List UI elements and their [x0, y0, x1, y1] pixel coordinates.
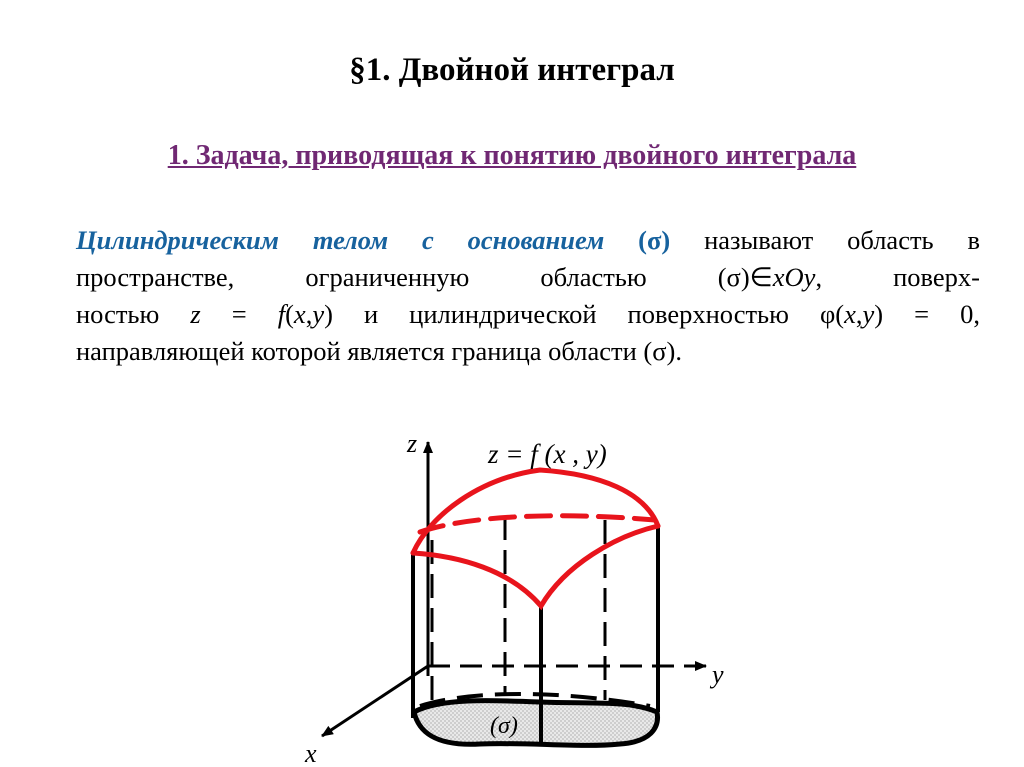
plane-symbol: xOy	[772, 262, 816, 292]
definition-text: пространстве, ограниченную областью (σ)∈	[76, 262, 773, 292]
defined-term: Цилиндрическим телом с основанием	[76, 225, 639, 255]
definition-text: , поверх-	[815, 262, 980, 292]
base-label: (σ)	[490, 713, 518, 739]
surface-z-f	[413, 470, 658, 606]
math-op: =	[200, 299, 278, 329]
definition-line-2	[44, 259, 980, 296]
math-var: x	[844, 299, 856, 329]
axis-y-label: y	[712, 660, 724, 689]
definition-line-4: направляющей которой является граница области (σ).	[76, 336, 682, 366]
math-var: z	[190, 299, 201, 329]
axis-x-label: x	[305, 739, 317, 765]
section-heading: 1. Задача, приводящая к понятию двойного интеграла	[167, 140, 857, 171]
definition-text: называют область в	[670, 225, 981, 255]
definition-line-3	[44, 296, 980, 333]
axis-z-label: z	[407, 429, 418, 458]
math-var: f	[277, 299, 286, 329]
definition-text: ) = 0,	[874, 299, 980, 329]
surface-label: z = f (x , y)	[488, 439, 607, 469]
base-region-sigma	[414, 701, 658, 746]
page-title: §1. Двойной интеграл	[349, 52, 675, 88]
cylindrical-body-figure	[300, 420, 740, 765]
defined-term-sigma: (σ)	[638, 225, 671, 255]
math-op: (	[285, 299, 294, 329]
math-op: ,	[855, 299, 863, 329]
math-var: y	[862, 299, 875, 329]
definition-paragraph	[44, 222, 980, 370]
definition-text: ностью	[76, 299, 191, 329]
definition-text: ) и цилиндрической поверхностью φ(	[324, 299, 845, 329]
math-var: y	[312, 299, 325, 329]
math-var: x	[293, 299, 306, 329]
math-op: ,	[305, 299, 313, 329]
definition-line-1	[44, 222, 980, 259]
